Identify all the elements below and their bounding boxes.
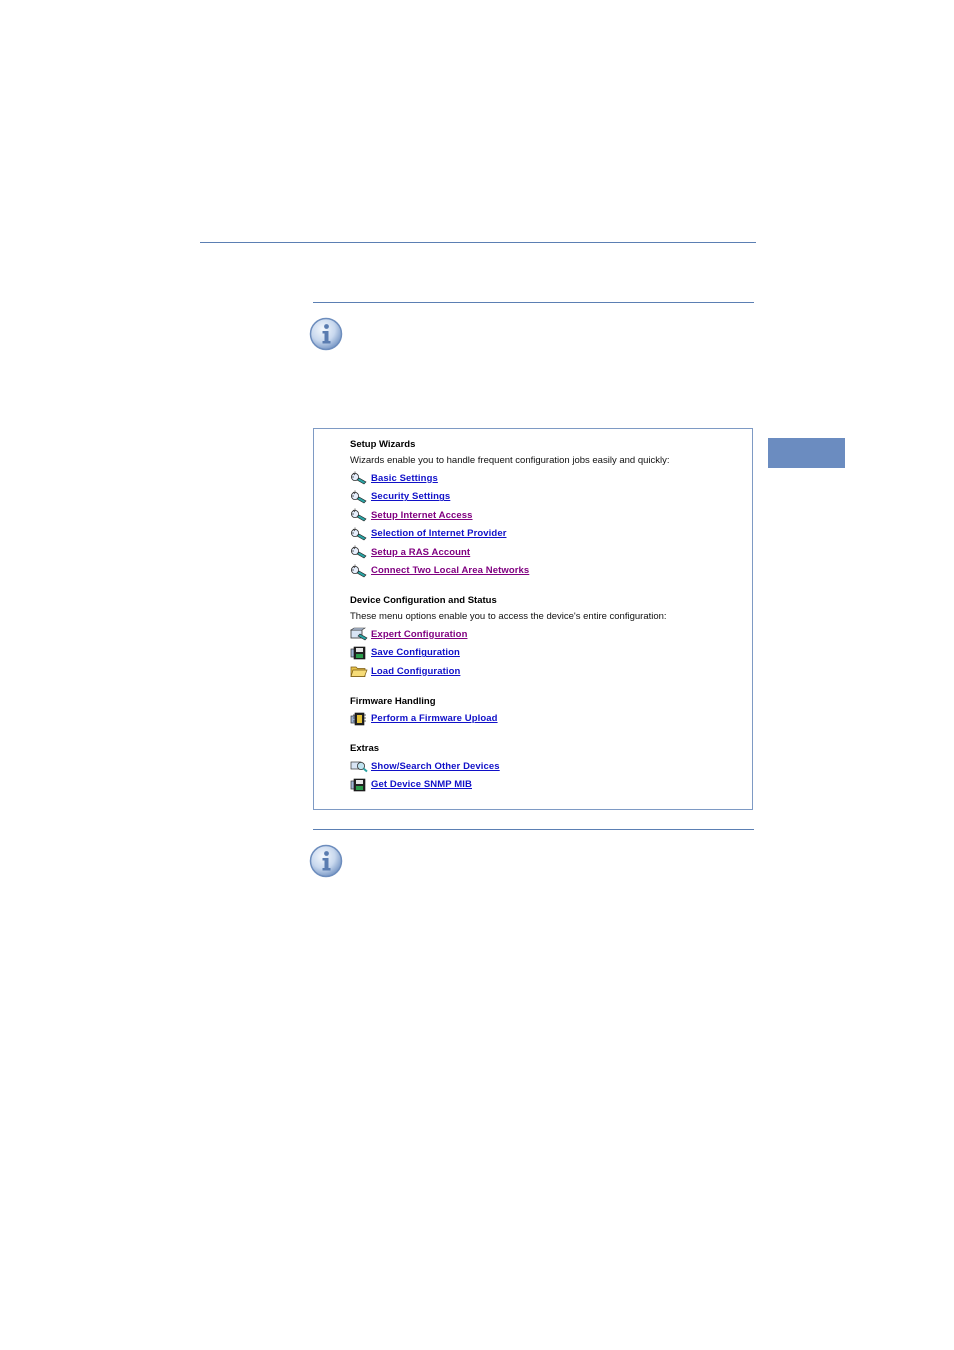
section-title-device-config: Device Configuration and Status [350,595,497,606]
section-desc-device-config: These menu options enable you to access the device's entire configuration: [350,611,667,622]
section-title-firmware: Firmware Handling [350,695,436,707]
note-rule-top [313,302,754,303]
info-icon [309,317,343,351]
header-rule [200,242,756,243]
section-title-setup-wizards: Setup Wizards [350,439,416,450]
wizard-icon [350,564,368,578]
firmware-upload-link[interactable]: Perform a Firmware Upload [371,713,498,725]
setup-internet-access-link[interactable]: Setup Internet Access [371,509,473,521]
firmware-list [350,710,746,729]
setup-wizards-list [350,469,746,580]
list-item [350,625,746,644]
list-item [350,469,746,488]
wizard-icon [350,527,368,541]
browser-screenshot-frame [313,428,753,810]
folder-open-icon [350,664,368,678]
connect-two-lans-link[interactable]: Connect Two Local Area Networks [371,565,530,577]
list-item [350,662,746,681]
note-rule-bottom [313,829,754,830]
device-config-list [350,625,746,681]
menu-content [350,437,746,794]
save-disk-icon [350,778,368,792]
setup-ras-account-link[interactable]: Setup a RAS Account [371,546,471,558]
list-item [350,488,746,507]
security-settings-link[interactable]: Security Settings [371,491,451,503]
selection-of-internet-provider-link[interactable]: Selection of Internet Provider [371,528,507,540]
list-item [350,757,746,776]
firmware-chip-icon [350,712,368,726]
show-search-devices-link[interactable]: Show/Search Other Devices [371,760,500,772]
extras-list [350,757,746,794]
wizard-icon [350,508,368,522]
section-gap [350,580,746,593]
section-desc-setup-wizards: Wizards enable you to handle frequent configuration jobs easily and quickly: [350,455,670,466]
wizard-icon [350,545,368,559]
list-item [350,710,746,729]
save-configuration-link[interactable]: Save Configuration [371,647,460,659]
chapter-tab [768,438,845,468]
expert-config-icon [350,627,368,641]
wizard-icon [350,471,368,485]
list-item [350,543,746,562]
list-item [350,562,746,581]
section-gap [350,681,746,694]
list-item [350,525,746,544]
basic-settings-link[interactable]: Basic Settings [371,472,438,484]
list-item [350,506,746,525]
list-item [350,776,746,795]
load-configuration-link[interactable]: Load Configuration [371,665,461,677]
save-disk-icon [350,646,368,660]
list-item [350,644,746,663]
section-title-extras: Extras [350,743,380,754]
section-gap [350,728,746,741]
info-icon [309,844,343,878]
get-snmp-mib-link[interactable]: Get Device SNMP MIB [371,779,472,791]
expert-configuration-link[interactable]: Expert Configuration [371,628,468,640]
search-devices-icon [350,759,368,773]
wizard-icon [350,490,368,504]
